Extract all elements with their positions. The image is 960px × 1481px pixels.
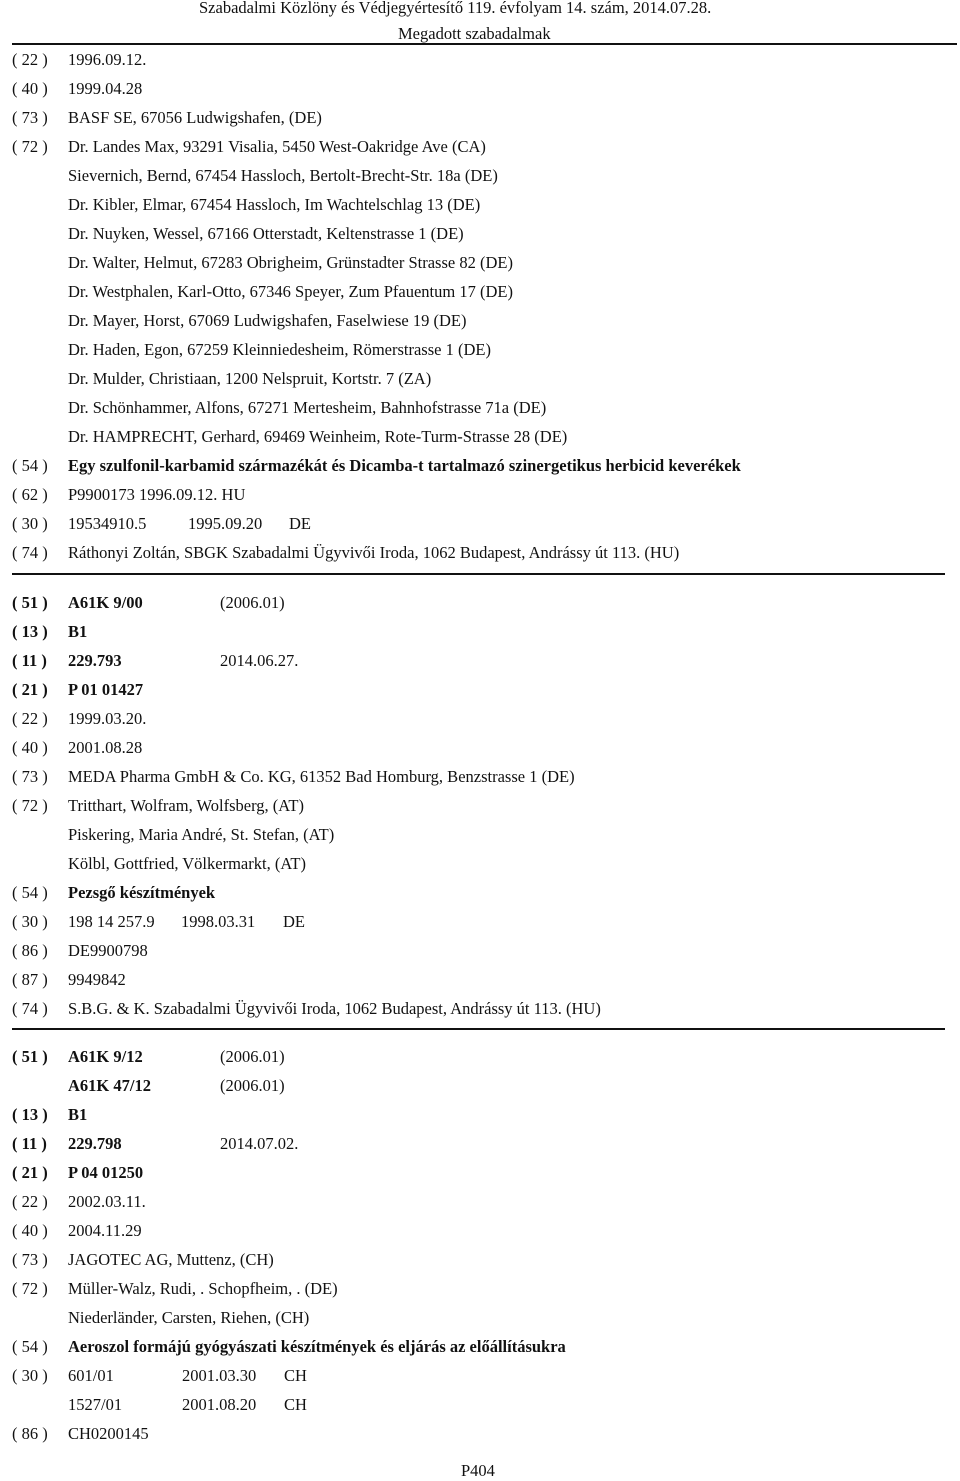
field-value: Dr. Schönhammer, Alfons, 67271 Mertesheim, Bahnhofstrasse 71a (DE) <box>68 398 547 417</box>
field-row <box>0 937 960 966</box>
field-row <box>0 133 960 162</box>
field-value: Dr. Haden, Egon, 67259 Kleinniedesheim, Römerstrasse 1 (DE) <box>68 340 491 359</box>
field-value: P 01 01427 <box>68 680 144 699</box>
field-row <box>0 249 960 278</box>
field-row <box>0 1072 960 1101</box>
patent-entry-2 <box>0 589 960 1024</box>
field-row <box>0 850 960 879</box>
field-row <box>0 191 960 220</box>
field-code: ( 72 ) <box>12 137 48 156</box>
field-value: Dr. Nuyken, Wessel, 67166 Otterstadt, Keltenstrasse 1 (DE) <box>68 224 464 243</box>
field-row <box>0 879 960 908</box>
field-date: 2001.08.20 <box>182 1395 257 1414</box>
field-row <box>0 763 960 792</box>
field-row <box>0 162 960 191</box>
field-value: Tritthart, Wolfram, Wolfsberg, (AT) <box>68 796 304 815</box>
field-row <box>0 46 960 75</box>
field-value: S.B.G. & K. Szabadalmi Ügyvivői Iroda, 1062 Budapest, Andrássy út 113. (HU) <box>68 999 601 1018</box>
field-value: BASF SE, 67056 Ludwigshafen, (DE) <box>68 108 322 127</box>
field-row <box>0 705 960 734</box>
field-code: ( 13 ) <box>12 622 48 641</box>
field-code: ( 30 ) <box>12 514 48 533</box>
field-code: ( 30 ) <box>12 1366 48 1385</box>
field-value: Dr. Kibler, Elmar, 67454 Hassloch, Im Wachtelschlag 13 (DE) <box>68 195 481 214</box>
field-row <box>0 647 960 676</box>
journal-title: Szabadalmi Közlöny és Védjegyértesítő 119. évfolyam 14. szám, 2014.07.28. <box>199 0 712 17</box>
field-code: ( 54 ) <box>12 456 48 475</box>
field-row <box>0 1391 960 1420</box>
field-row <box>0 1043 960 1072</box>
field-row <box>0 1188 960 1217</box>
field-row <box>0 966 960 995</box>
field-row <box>0 821 960 850</box>
field-code: ( 11 ) <box>12 1134 47 1153</box>
field-value: 1999.03.20. <box>68 709 147 728</box>
field-value: 19534910.5 <box>68 514 147 533</box>
field-value: 1527/01 <box>68 1395 123 1414</box>
field-row <box>0 365 960 394</box>
field-date: (2006.01) <box>220 593 285 612</box>
field-row <box>0 1275 960 1304</box>
field-code: ( 51 ) <box>12 1047 48 1066</box>
field-country: DE <box>283 912 305 931</box>
field-code: ( 40 ) <box>12 79 48 98</box>
field-code: ( 21 ) <box>12 1163 48 1182</box>
patent-entry-1 <box>0 46 960 568</box>
field-value: Piskering, Maria André, St. Stefan, (AT) <box>68 825 335 844</box>
field-row <box>0 307 960 336</box>
field-value: JAGOTEC AG, Muttenz, (CH) <box>68 1250 274 1269</box>
field-value: 1996.09.12. <box>68 50 147 69</box>
page-number: P404 <box>461 1461 495 1480</box>
field-row <box>0 1246 960 1275</box>
field-row <box>0 1130 960 1159</box>
field-code: ( 40 ) <box>12 738 48 757</box>
field-row <box>0 1304 960 1333</box>
field-row <box>0 104 960 133</box>
field-value: Niederländer, Carsten, Riehen, (CH) <box>68 1308 310 1327</box>
field-code: ( 21 ) <box>12 680 48 699</box>
field-value: DE9900798 <box>68 941 148 960</box>
field-code: ( 72 ) <box>12 1279 48 1298</box>
patent-entry-3 <box>0 1043 960 1449</box>
field-code: ( 74 ) <box>12 999 48 1018</box>
field-code: ( 74 ) <box>12 543 48 562</box>
field-row <box>0 278 960 307</box>
header-rule <box>12 43 957 45</box>
field-row <box>0 75 960 104</box>
field-country: DE <box>289 514 311 533</box>
field-row <box>0 481 960 510</box>
field-row <box>0 452 960 481</box>
field-row <box>0 1101 960 1130</box>
field-row <box>0 423 960 452</box>
field-code: ( 62 ) <box>12 485 48 504</box>
field-row <box>0 1362 960 1391</box>
field-row <box>0 1333 960 1362</box>
field-value: Dr. HAMPRECHT, Gerhard, 69469 Weinheim, Rote-Turm-Strasse 28 (DE) <box>68 427 568 446</box>
field-value: 601/01 <box>68 1366 114 1385</box>
field-row <box>0 734 960 763</box>
field-value: Müller-Walz, Rudi, . Schopfheim, . (DE) <box>68 1279 338 1298</box>
field-code: ( 73 ) <box>12 767 48 786</box>
field-code: ( 22 ) <box>12 709 48 728</box>
field-country: CH <box>284 1366 307 1385</box>
field-date: 1995.09.20 <box>188 514 263 533</box>
field-row <box>0 995 960 1024</box>
field-value: Dr. Westphalen, Karl-Otto, 67346 Speyer, Zum Pfauentum 17 (DE) <box>68 282 513 301</box>
field-value: P9900173 1996.09.12. HU <box>68 485 246 504</box>
field-value: A61K 47/12 <box>68 1076 151 1095</box>
field-value: 198 14 257.9 <box>68 912 155 931</box>
field-row <box>0 1217 960 1246</box>
field-value: 2004.11.29 <box>68 1221 142 1240</box>
field-row <box>0 539 960 568</box>
field-date: (2006.01) <box>220 1076 285 1095</box>
field-code: ( 86 ) <box>12 1424 48 1443</box>
field-value: Sievernich, Bernd, 67454 Hassloch, Bertolt-Brecht-Str. 18a (DE) <box>68 166 498 185</box>
field-code: ( 40 ) <box>12 1221 48 1240</box>
field-value: Dr. Walter, Helmut, 67283 Obrigheim, Grünstadter Strasse 82 (DE) <box>68 253 513 272</box>
field-row <box>0 1420 960 1449</box>
field-value: P 04 01250 <box>68 1163 144 1182</box>
field-value: 9949842 <box>68 970 126 989</box>
field-value: 2001.08.28 <box>68 738 143 757</box>
field-code: ( 51 ) <box>12 593 48 612</box>
field-code: ( 30 ) <box>12 912 48 931</box>
field-row <box>0 1159 960 1188</box>
field-value: Ráthonyi Zoltán, SBGK Szabadalmi Ügyvivői Iroda, 1062 Budapest, Andrássy út 113. (HU) <box>68 543 680 562</box>
field-date: 2014.06.27. <box>220 651 299 670</box>
field-value: Dr. Landes Max, 93291 Visalia, 5450 West-Oakridge Ave (CA) <box>68 137 486 156</box>
field-row <box>0 510 960 539</box>
field-row <box>0 589 960 618</box>
field-row <box>0 336 960 365</box>
field-code: ( 22 ) <box>12 50 48 69</box>
field-value: 1999.04.28 <box>68 79 143 98</box>
field-row <box>0 394 960 423</box>
field-code: ( 72 ) <box>12 796 48 815</box>
field-code: ( 54 ) <box>12 1337 48 1356</box>
field-code: ( 73 ) <box>12 108 48 127</box>
field-date: (2006.01) <box>220 1047 285 1066</box>
field-value: Dr. Mayer, Horst, 67069 Ludwigshafen, Faselwiese 19 (DE) <box>68 311 467 330</box>
field-value: Kölbl, Gottfried, Völkermarkt, (AT) <box>68 854 306 873</box>
patent-title: Aeroszol formájú gyógyászati készítmények és eljárás az előállításukra <box>68 1337 566 1356</box>
field-row <box>0 676 960 705</box>
patent-title: Pezsgő készítmények <box>68 883 216 902</box>
field-code: ( 73 ) <box>12 1250 48 1269</box>
field-value: 2002.03.11. <box>68 1192 146 1211</box>
field-row <box>0 908 960 937</box>
field-code: ( 86 ) <box>12 941 48 960</box>
field-code: ( 22 ) <box>12 1192 48 1211</box>
field-date: 1998.03.31 <box>181 912 256 931</box>
field-value: Dr. Mulder, Christiaan, 1200 Nelspruit, Kortstr. 7 (ZA) <box>68 369 432 388</box>
field-code: ( 11 ) <box>12 651 47 670</box>
field-date: 2014.07.02. <box>220 1134 299 1153</box>
field-value: A61K 9/00 <box>68 593 143 612</box>
field-row <box>0 618 960 647</box>
field-code: ( 54 ) <box>12 883 48 902</box>
field-value: B1 <box>68 622 88 641</box>
field-value: CH0200145 <box>68 1424 149 1443</box>
field-value: MEDA Pharma GmbH & Co. KG, 61352 Bad Homburg, Benzstrasse 1 (DE) <box>68 767 575 786</box>
field-row <box>0 792 960 821</box>
field-code: ( 13 ) <box>12 1105 48 1124</box>
field-row <box>0 220 960 249</box>
section-title: Megadott szabadalmak <box>398 24 551 43</box>
entry-separator <box>12 1028 945 1030</box>
field-value: B1 <box>68 1105 88 1124</box>
entry-separator <box>12 573 945 575</box>
field-date: 2001.03.30 <box>182 1366 257 1385</box>
field-value: A61K 9/12 <box>68 1047 143 1066</box>
field-value: 229.793 <box>68 651 122 670</box>
field-value: 229.798 <box>68 1134 122 1153</box>
field-country: CH <box>284 1395 307 1414</box>
patent-title: Egy szulfonil-karbamid származékát és Dicamba-t tartalmazó szinergetikus herbicid keverékek <box>68 456 741 475</box>
field-code: ( 87 ) <box>12 970 48 989</box>
